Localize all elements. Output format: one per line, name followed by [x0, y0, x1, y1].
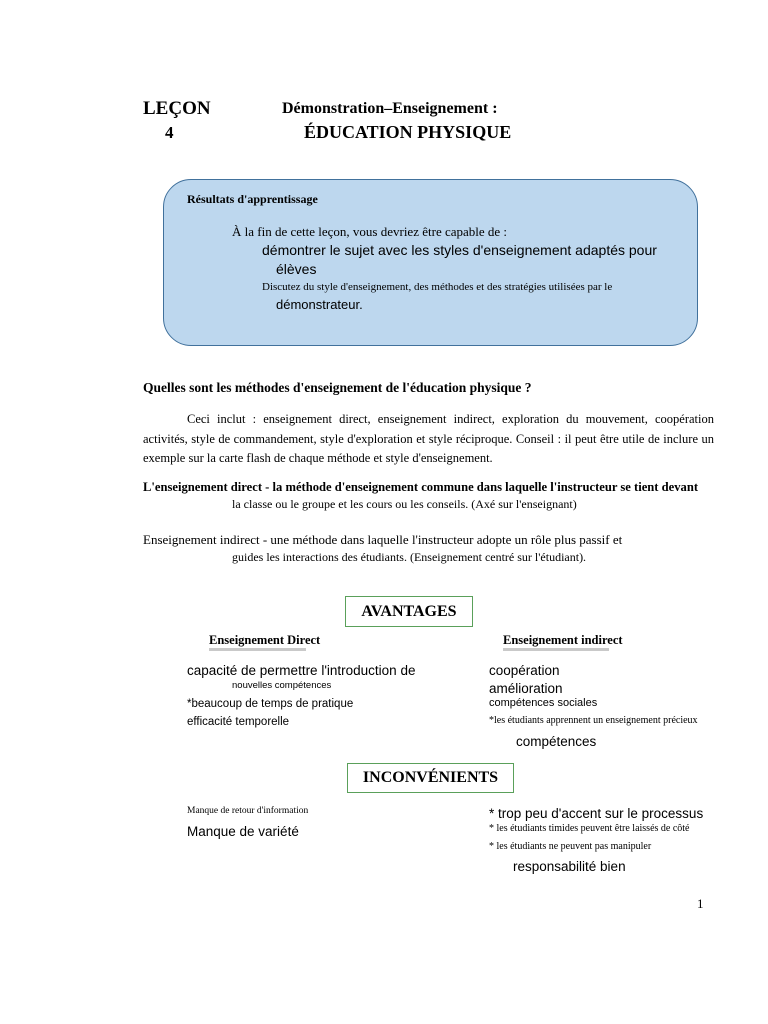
lesson-label: LEÇON: [143, 98, 211, 119]
indirect-teaching-definition: Enseignement indirect - une méthode dans laquelle l'instructeur adopte un rôle plus passif et: [143, 532, 623, 547]
indirect-heading-underline: [503, 648, 609, 651]
disadvantage-indirect-item: * les étudiants timides peuvent être laissés de côté: [489, 823, 690, 834]
disadvantage-indirect-item: * les étudiants ne peuvent pas manipuler: [489, 841, 652, 852]
objective-1: [256, 242, 657, 258]
lesson-number: 4: [165, 123, 174, 142]
learning-outcomes-intro: À la fin de cette leçon, vous devriez être capable de :: [232, 224, 508, 239]
advantage-indirect-item: amélioration: [489, 681, 563, 696]
objective-1-continued: élèves: [276, 261, 317, 277]
objective-2: [256, 280, 612, 293]
advantage-indirect-item: compétences: [516, 734, 597, 749]
advantage-direct-item: nouvelles compétences: [232, 680, 332, 691]
advantage-direct-item: efficacité temporelle: [187, 716, 290, 728]
section-question: Quelles sont les méthodes d'enseignement de l'éducation physique ?: [143, 380, 532, 395]
page-title-line2: ÉDUCATION PHYSIQUE: [304, 122, 512, 142]
disadvantage-direct-item: Manque de variété: [187, 824, 299, 839]
advantages-heading: AVANTAGES: [345, 596, 473, 627]
advantages-direct-heading: Enseignement Direct: [209, 633, 321, 647]
learning-outcomes-title: Résultats d'apprentissage: [187, 192, 318, 206]
advantage-indirect-item: *les étudiants apprennent un enseignement précieux: [489, 715, 698, 726]
page-title-line1: Démonstration–Enseignement :: [282, 100, 498, 117]
disadvantage-indirect-item: * trop peu d'accent sur le processus: [489, 806, 704, 821]
methods-paragraph: Ceci inclut : enseignement direct, enseignement indirect, exploration du mouvement, coopération activités, style de commandement, style d'exploration et style réciproque. Conseil : il peut être utile de inclure un exemple sur la carte flash de chaque méthode et style d'enseignement.: [143, 412, 714, 465]
advantages-indirect-heading: Enseignement indirect: [503, 633, 623, 647]
disadvantage-direct-item: Manque de retour d'information: [187, 806, 309, 816]
advantage-indirect-item: compétences sociales: [489, 697, 598, 709]
direct-teaching-definition: L'enseignement direct - la méthode d'enseignement commune dans laquelle l'instructeur se tient devant: [143, 480, 699, 494]
objective-2-continued: démonstrateur.: [276, 297, 363, 312]
indirect-teaching-definition-continued: guides les interactions des étudiants. (Enseignement centré sur l'étudiant).: [232, 550, 587, 564]
advantage-direct-item: capacité de permettre l'introduction de: [187, 663, 416, 678]
direct-teaching-definition-continued: la classe ou le groupe et les cours ou les conseils. (Axé sur l'enseignant): [232, 497, 577, 511]
objective-1-text: démontrer le sujet avec les styles d'enseignement adaptés pour: [262, 242, 657, 258]
advantage-indirect-item: coopération: [489, 663, 560, 678]
direct-heading-underline: [209, 648, 306, 651]
page-number: 1: [697, 896, 704, 911]
disadvantages-heading: INCONVÉNIENTS: [347, 763, 514, 793]
objective-2-text: Discutez du style d'enseignement, des méthodes et des stratégies utilisées par le: [262, 281, 613, 293]
advantage-direct-item: *beaucoup de temps de pratique: [187, 698, 354, 710]
disadvantage-indirect-item: responsabilité bien: [513, 859, 626, 874]
